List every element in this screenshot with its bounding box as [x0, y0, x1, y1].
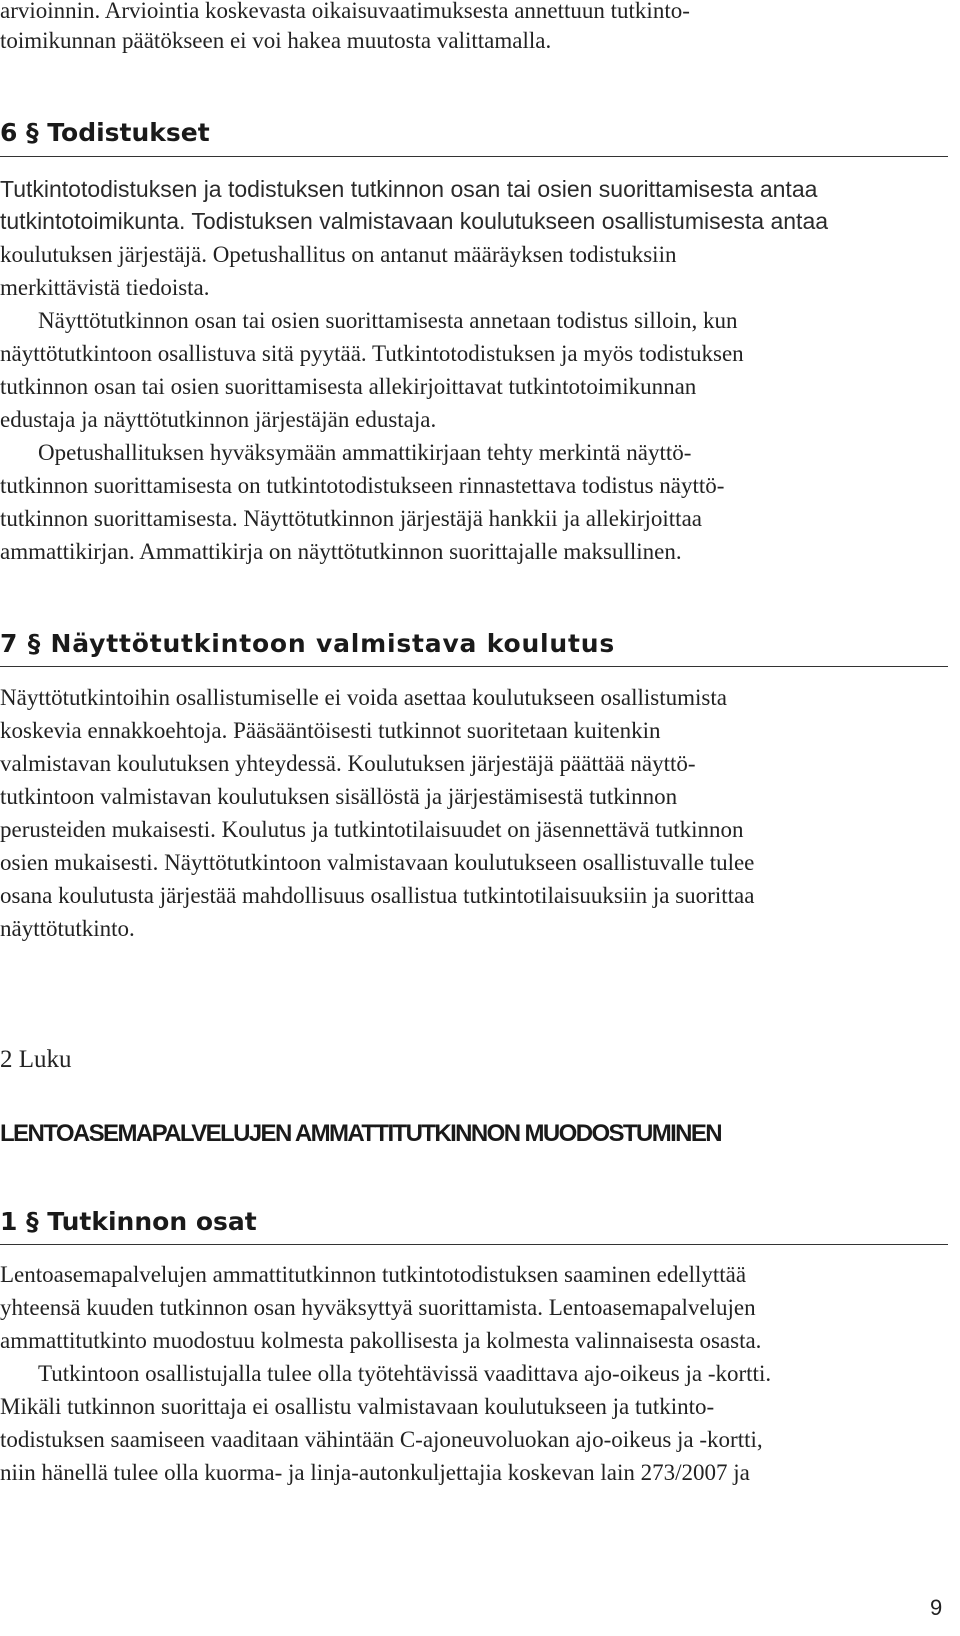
section-7-line-1: Näyttötutkintoihin osallistumiselle ei voida asettaa koulutukseen osallistumista: [0, 685, 727, 710]
section-7-line-4: tutkintoon valmistavan koulutuksen sisällöstä ja järjestämisestä tutkinnon: [0, 784, 678, 809]
chapter-title: LENTOASEMAPALVELUJEN AMMATTITUTKINNON MUODOSTUMINEN: [0, 1120, 722, 1147]
section-6-line-2: tutkintotoimikunta. Todistuksen valmistavaan koulutukseen osallistumisesta antaa: [0, 208, 829, 234]
section-6-line-4: merkittävistä tiedoista.: [0, 275, 210, 300]
section-1-line-6: todistuksen saamiseen vaaditaan vähintään C-ajoneuvoluokan ajo-oikeus ja -kortti,: [0, 1427, 763, 1452]
page-number: 9: [930, 1595, 943, 1620]
section-1-line-5: Mikäli tutkinnon suorittaja ei osallistu valmistavaan koulutukseen ja tutkinto-: [0, 1394, 715, 1419]
section-1-line-1: Lentoasemapalvelujen ammattitutkinnon tutkintotodistuksen saaminen edellyttää: [0, 1262, 747, 1287]
section-7-heading: 7 § Näyttötutkintoon valmistava koulutus: [0, 629, 616, 658]
section-1-rule: [0, 1244, 948, 1245]
section-7-line-2: koskevia ennakkoehtoja. Pääsääntöisesti tutkinnot suoritetaan kuitenkin: [0, 718, 661, 743]
section-6-line-12: ammattikirjan. Ammattikirja on näyttötutkinnon suorittajalle maksullinen.: [0, 539, 682, 564]
section-6-line-1: Tutkintotodistuksen ja todistuksen tutkinnon osan tai osien suorittamisesta antaa: [0, 176, 818, 202]
section-6-line-6: näyttötutkintoon osallistuva sitä pyytää. Tutkintotodistuksen ja myös todistuksen: [0, 341, 744, 366]
section-1-line-3: ammattitutkinto muodostuu kolmesta pakollisesta ja kolmesta valinnaisesta osasta.: [0, 1328, 762, 1353]
section-1-line-2: yhteensä kuuden tutkinnon osan hyväksyttyä suorittamista. Lentoasemapalvelujen: [0, 1295, 756, 1320]
section-7-rule: [0, 666, 948, 667]
intro-line-1: arvioinnin. Arviointia koskevasta oikaisuvaatimuksesta annettuun tutkinto-: [0, 0, 690, 23]
section-6-line-9: Opetushallituksen hyväksymään ammattikirjaan tehty merkintä näyttö-: [38, 440, 692, 465]
section-6-line-7: tutkinnon osan tai osien suorittamisesta allekirjoittavat tutkintotoimikunnan: [0, 374, 697, 399]
section-6-line-8: edustaja ja näyttötutkinnon järjestäjän edustaja.: [0, 407, 437, 432]
section-6-heading: 6 § Todistukset: [0, 118, 210, 147]
section-7-line-6: osien mukaisesti. Näyttötutkintoon valmistavaan koulutukseen osallistuvalle tulee: [0, 850, 755, 875]
section-6-line-10: tutkinnon suorittamisesta on tutkintotodistukseen rinnastettava todistus näyttö-: [0, 473, 725, 498]
chapter-label: 2 Luku: [0, 1046, 72, 1073]
section-7-line-3: valmistavan koulutuksen yhteydessä. Koulutuksen järjestäjä päättää näyttö-: [0, 751, 696, 776]
section-6-line-11: tutkinnon suorittamisesta. Näyttötutkinnon järjestäjä hankkii ja allekirjoittaa: [0, 506, 702, 531]
section-6-line-3: koulutuksen järjestäjä. Opetushallitus on antanut määräyksen todistuksiin: [0, 242, 677, 267]
section-1-line-7: niin hänellä tulee olla kuorma- ja linja-autonkuljettajia koskevan lain 273/2007 ja: [0, 1460, 750, 1485]
section-1-heading: 1 § Tutkinnon osat: [0, 1207, 257, 1236]
section-6-rule: [0, 156, 948, 157]
intro-line-2: toimikunnan päätökseen ei voi hakea muutosta valittamalla.: [0, 28, 552, 53]
section-7-line-8: näyttötutkinto.: [0, 916, 135, 941]
section-1-line-4: Tutkintoon osallistujalla tulee olla työtehtävissä vaadittava ajo-oikeus ja -kortti.: [38, 1361, 772, 1386]
section-6-line-5: Näyttötutkinnon osan tai osien suorittamisesta annetaan todistus silloin, kun: [38, 308, 738, 333]
section-7-line-5: perusteiden mukaisesti. Koulutus ja tutkintotilaisuudet on jäsennettävä tutkinnon: [0, 817, 744, 842]
section-7-line-7: osana koulutusta järjestää mahdollisuus osallistua tutkintotilaisuuksiin ja suorittaa: [0, 883, 755, 908]
